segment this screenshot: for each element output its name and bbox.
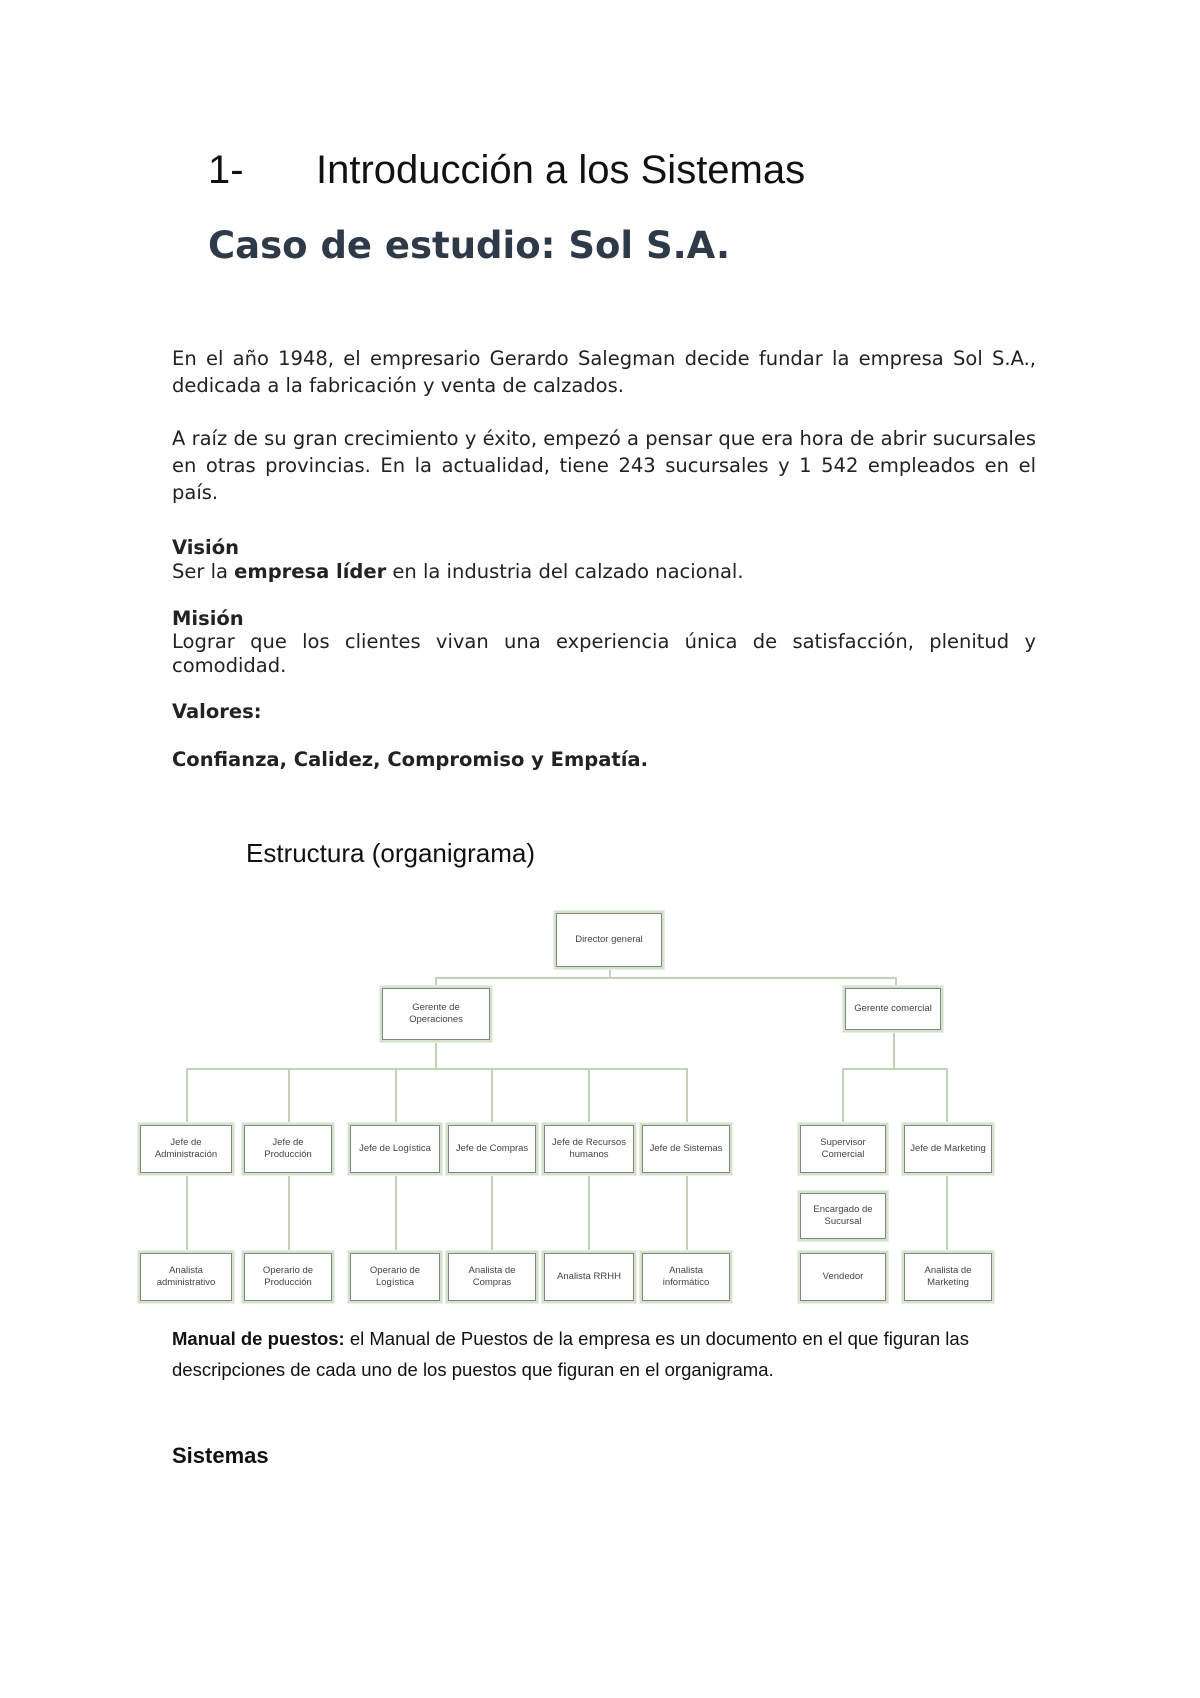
org-node-staff: Analista informático xyxy=(642,1253,730,1301)
org-node-staff: Analista RRHH xyxy=(544,1253,634,1301)
org-connector xyxy=(842,1068,948,1070)
org-node-head: Jefe de Recursos humanos xyxy=(544,1125,634,1173)
org-node-staff: Analista administrativo xyxy=(140,1253,232,1301)
org-connector xyxy=(435,977,437,988)
org-node-head: Supervisor Comercial xyxy=(800,1125,886,1173)
org-connector xyxy=(946,1068,948,1125)
mission-text: Lograr que los clientes vivan una experiencia única de satisfacción, plenitud y comodidad. xyxy=(172,630,1036,677)
org-connector xyxy=(435,1040,437,1069)
org-connector xyxy=(288,1173,290,1253)
org-node-root: Director general xyxy=(556,913,662,967)
org-connector xyxy=(588,1068,590,1125)
org-node-commercial-manager: Gerente comercial xyxy=(845,988,941,1030)
org-connector xyxy=(842,1068,844,1125)
org-node-head: Jefe de Administración xyxy=(140,1125,232,1173)
vision-text-after: en la industria del calzado nacional. xyxy=(386,560,744,583)
case-study-title: Caso de estudio: Sol S.A. xyxy=(208,224,731,267)
org-connector xyxy=(946,1173,948,1253)
org-connector xyxy=(686,1173,688,1253)
structure-title: Estructura (organigrama) xyxy=(246,838,535,868)
org-node-head: Jefe de Compras xyxy=(448,1125,536,1173)
manual-label: Manual de puestos: xyxy=(172,1328,345,1349)
vision-emphasis: empresa líder xyxy=(234,560,387,583)
org-node-head: Jefe de Logística xyxy=(350,1125,440,1173)
org-connector xyxy=(893,1030,895,1069)
org-connector xyxy=(491,1068,493,1125)
org-connector xyxy=(288,1068,290,1125)
org-node-branch-manager: Encargado de Sucursal xyxy=(800,1193,886,1239)
org-node-head: Jefe de Marketing xyxy=(904,1125,992,1173)
org-connector xyxy=(588,1173,590,1253)
org-node-staff: Analista de Compras xyxy=(448,1253,536,1301)
org-connector xyxy=(895,977,897,988)
org-node-staff: Operario de Logística xyxy=(350,1253,440,1301)
chapter-title: Introducción a los Sistemas xyxy=(316,148,806,192)
vision-text-before: Ser la xyxy=(172,560,235,583)
org-node-operations-manager: Gerente de Operaciones xyxy=(382,988,490,1040)
mission-label: Misión xyxy=(172,607,244,630)
org-connector xyxy=(395,1173,397,1253)
org-node-staff: Vendedor xyxy=(800,1253,886,1301)
org-connector xyxy=(686,1068,688,1125)
org-node-staff: Analista de Marketing xyxy=(904,1253,992,1301)
org-node-head: Jefe de Sistemas xyxy=(642,1125,730,1173)
manual-text: el Manual de Puestos de la empresa es un documento en el que figuran las descripciones de cada uno de los puestos que figuran en el organigrama. xyxy=(172,1328,969,1380)
org-connector xyxy=(186,1068,688,1070)
intro-paragraph-1: En el año 1948, el empresario Gerardo Salegman decide fundar la empresa Sol S.A., dedicada a la fabricación y venta de calzados. xyxy=(172,347,1036,397)
org-node-staff: Operario de Producción xyxy=(244,1253,332,1301)
chapter-number: 1- xyxy=(208,148,244,192)
org-connector xyxy=(186,1068,188,1125)
intro-paragraph-2: A raíz de su gran crecimiento y éxito, empezó a pensar que era hora de abrir sucursales en otras provincias. En la actualidad, tiene 243 sucursales y 1 542 empleados en el país. xyxy=(172,427,1036,504)
org-connector xyxy=(435,977,897,979)
org-connector xyxy=(186,1173,188,1253)
org-connector xyxy=(491,1173,493,1253)
vision-label: Visión xyxy=(172,536,240,559)
values-text: Confianza, Calidez, Compromiso y Empatía. xyxy=(172,748,648,771)
sistemas-heading: Sistemas xyxy=(172,1443,269,1468)
org-connector xyxy=(395,1068,397,1125)
values-label: Valores: xyxy=(172,700,262,723)
org-node-head: Jefe de Producción xyxy=(244,1125,332,1173)
manual-paragraph xyxy=(172,1323,1072,1385)
